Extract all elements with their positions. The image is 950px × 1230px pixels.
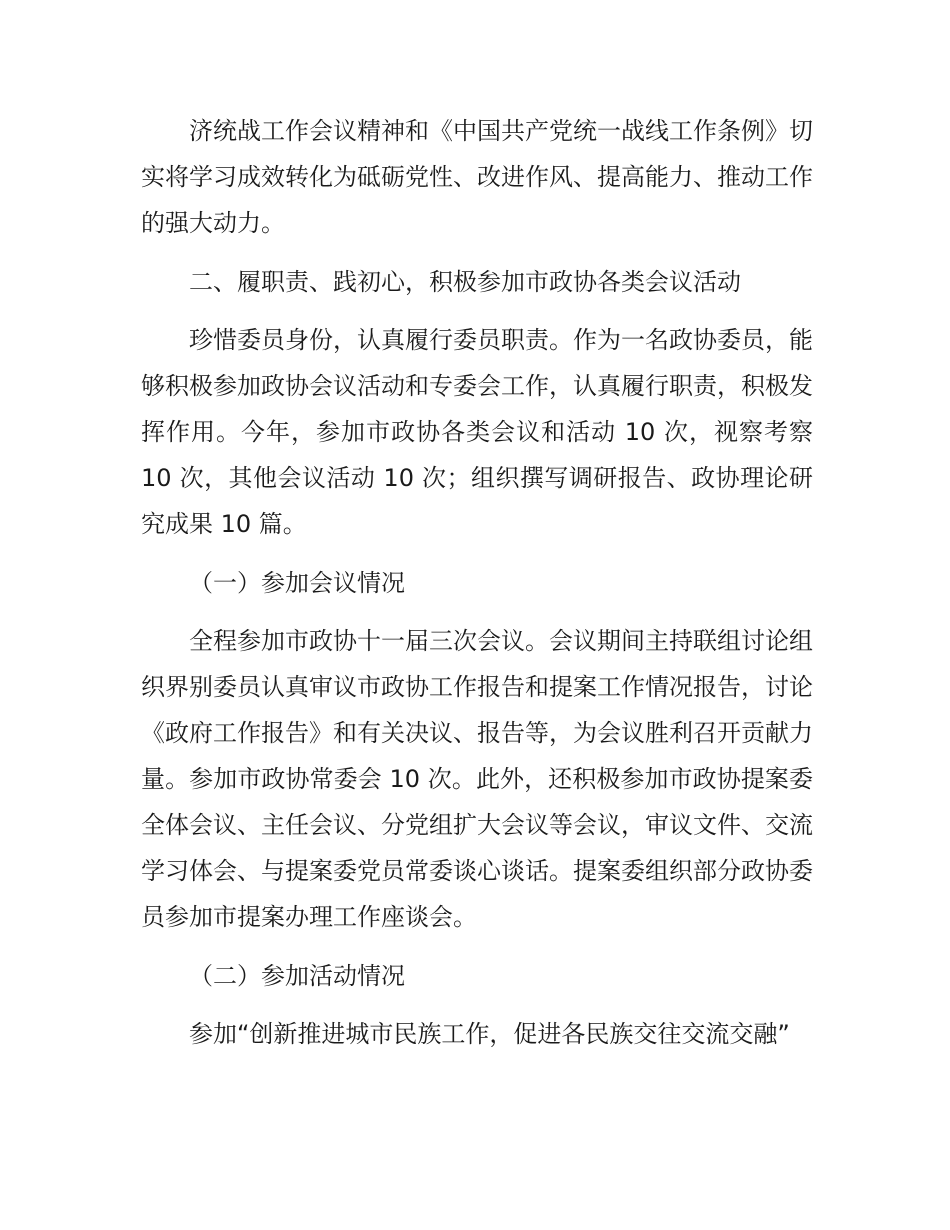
sub-heading-1: （一）参加会议情况	[189, 568, 405, 597]
paragraph-2-line-2: 能够积极参加政协会议活动和专委会工作，认真履行职责，积	[141, 326, 813, 400]
paragraph-1-line-2: 切实将学习成效转化为砥砺党性、改进作风、提高能力、推动	[141, 117, 813, 191]
paragraph-2-line-4: 考察 10 次，其他会议活动 10 次；组织撰写调研报告、政协	[141, 418, 814, 492]
paragraph-1-line-3: 工作的强大动力。	[141, 163, 813, 237]
paragraph-1	[141, 108, 813, 246]
paragraph-3-line-2: 组织界别委员认真审议市政协工作报告和提案工作情况报告，	[141, 627, 813, 701]
section-heading-2: 二、履职责、践初心，积极参加市政协各类会议活动	[189, 267, 741, 296]
paragraph-3-line-7: 织部分政协委员参加市提案办理工作座谈会。	[141, 857, 813, 931]
paragraph-3-line-5: 协提案委全体会议、主任会议、分党组扩大会议等会议，审议	[141, 765, 814, 839]
sub-heading-2: （二）参加活动情况	[189, 961, 405, 990]
paragraph-2	[141, 317, 813, 547]
paragraph-4	[141, 1011, 813, 1057]
paragraph-2-line-1: 珍惜委员身份，认真履行委员职责。作为一名政协委员，	[189, 326, 789, 354]
document-page	[141, 108, 813, 1070]
paragraph-3-line-6: 文件、交流学习体会、与提案委党员常委谈心谈话。提案委组	[141, 811, 813, 885]
paragraph-3-line-4: 贡献力量。参加市政协常委会 10 次。此外，还积极参加市政	[141, 719, 813, 793]
paragraph-3	[141, 618, 813, 940]
paragraph-4-line-1: 参加“创新推进城市民族工作，促进各民族交往交流交融”	[189, 1020, 790, 1048]
paragraph-3-line-1: 全程参加市政协十一届三次会议。会议期间主持联组讨论	[189, 627, 789, 655]
paragraph-2-line-3: 极发挥作用。今年，参加市政协各类会议和活动 10 次，视察	[141, 372, 813, 446]
paragraph-2-line-5: 理论研究成果 10 篇。	[141, 464, 814, 538]
paragraph-1-line-1: 济统战工作会议精神和《中国共产党统一战线工作条例》	[189, 117, 789, 145]
paragraph-3-line-3: 讨论《政府工作报告》和有关决议、报告等，为会议胜利召开	[141, 673, 813, 747]
